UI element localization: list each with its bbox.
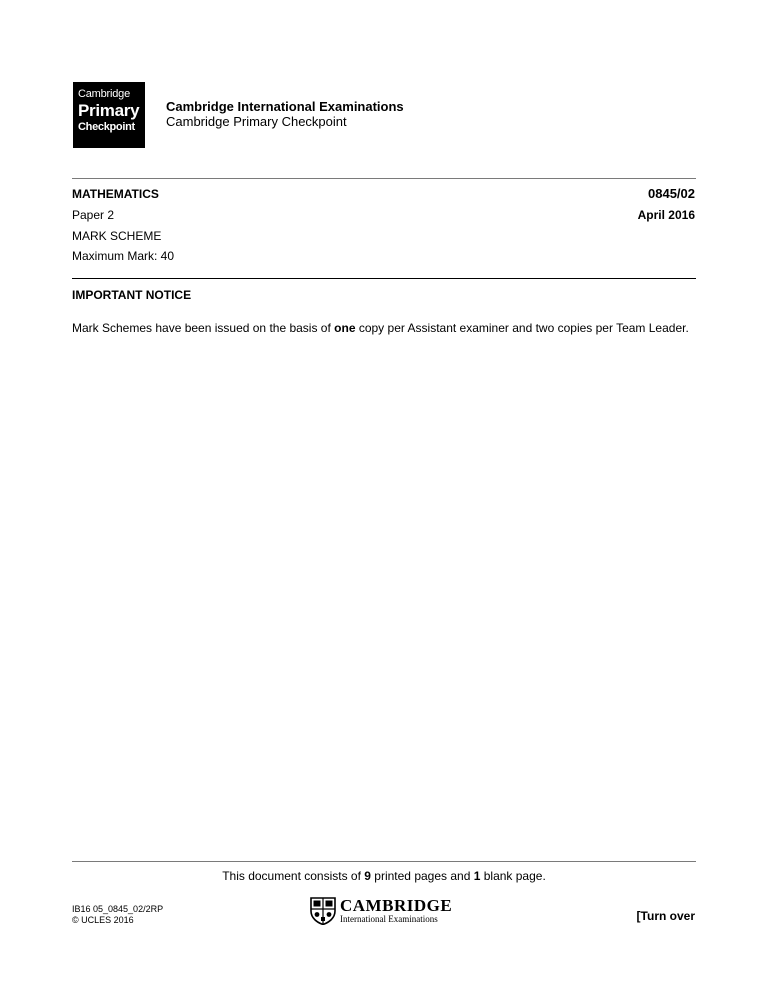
- org-name: Cambridge International Examinations: [166, 99, 404, 114]
- notice-text-end: copy per Assistant examiner and two copies per Team Leader.: [355, 321, 689, 335]
- header-org-block: [166, 99, 404, 130]
- cambridge-wordmark: [340, 898, 452, 924]
- divider-top: [72, 178, 696, 179]
- cambridge-international-examinations-logo: [310, 896, 452, 926]
- subject-title: MATHEMATICS: [72, 187, 159, 201]
- consists-text-a: This document consists of: [222, 869, 365, 883]
- blank-pages-count: 1: [473, 869, 481, 883]
- maximum-mark: Maximum Mark: 40: [72, 249, 175, 263]
- printed-pages-count: 9: [364, 869, 371, 883]
- syllabus-code: 0845/02: [648, 186, 695, 201]
- cambridge-shield-icon: [310, 897, 336, 925]
- logo-line-1: Cambridge: [78, 88, 131, 100]
- paper-number: Paper 2: [72, 208, 115, 222]
- cambridge-primary-checkpoint-logo: [73, 82, 145, 148]
- reference-code: IB16 05_0845_02/2RP: [72, 904, 164, 914]
- divider-bottom: [72, 861, 696, 862]
- copyright-notice: © UCLES 2016: [72, 915, 134, 925]
- page-count-statement: [0, 869, 768, 883]
- programme-name: Cambridge Primary Checkpoint: [166, 114, 347, 129]
- document-type: MARK SCHEME: [72, 229, 162, 243]
- brand-main: CAMBRIDGE: [340, 896, 453, 915]
- notice-heading: IMPORTANT NOTICE: [72, 288, 192, 302]
- exam-date: April 2016: [637, 208, 695, 222]
- footer-reference: [72, 904, 163, 926]
- consists-text-c: blank page.: [480, 869, 546, 883]
- logo-line-3: Checkpoint: [78, 121, 135, 133]
- turn-over-label: [Turn over: [636, 909, 695, 923]
- consists-text-b: printed pages and: [370, 869, 474, 883]
- notice-text-start: Mark Schemes have been issued on the basis of: [72, 321, 335, 335]
- notice-text-bold: one: [334, 321, 356, 335]
- brand-sub: International Examinations: [340, 914, 438, 924]
- divider-middle: [72, 278, 696, 279]
- logo-line-2: Primary: [78, 101, 140, 120]
- notice-text: [72, 321, 698, 335]
